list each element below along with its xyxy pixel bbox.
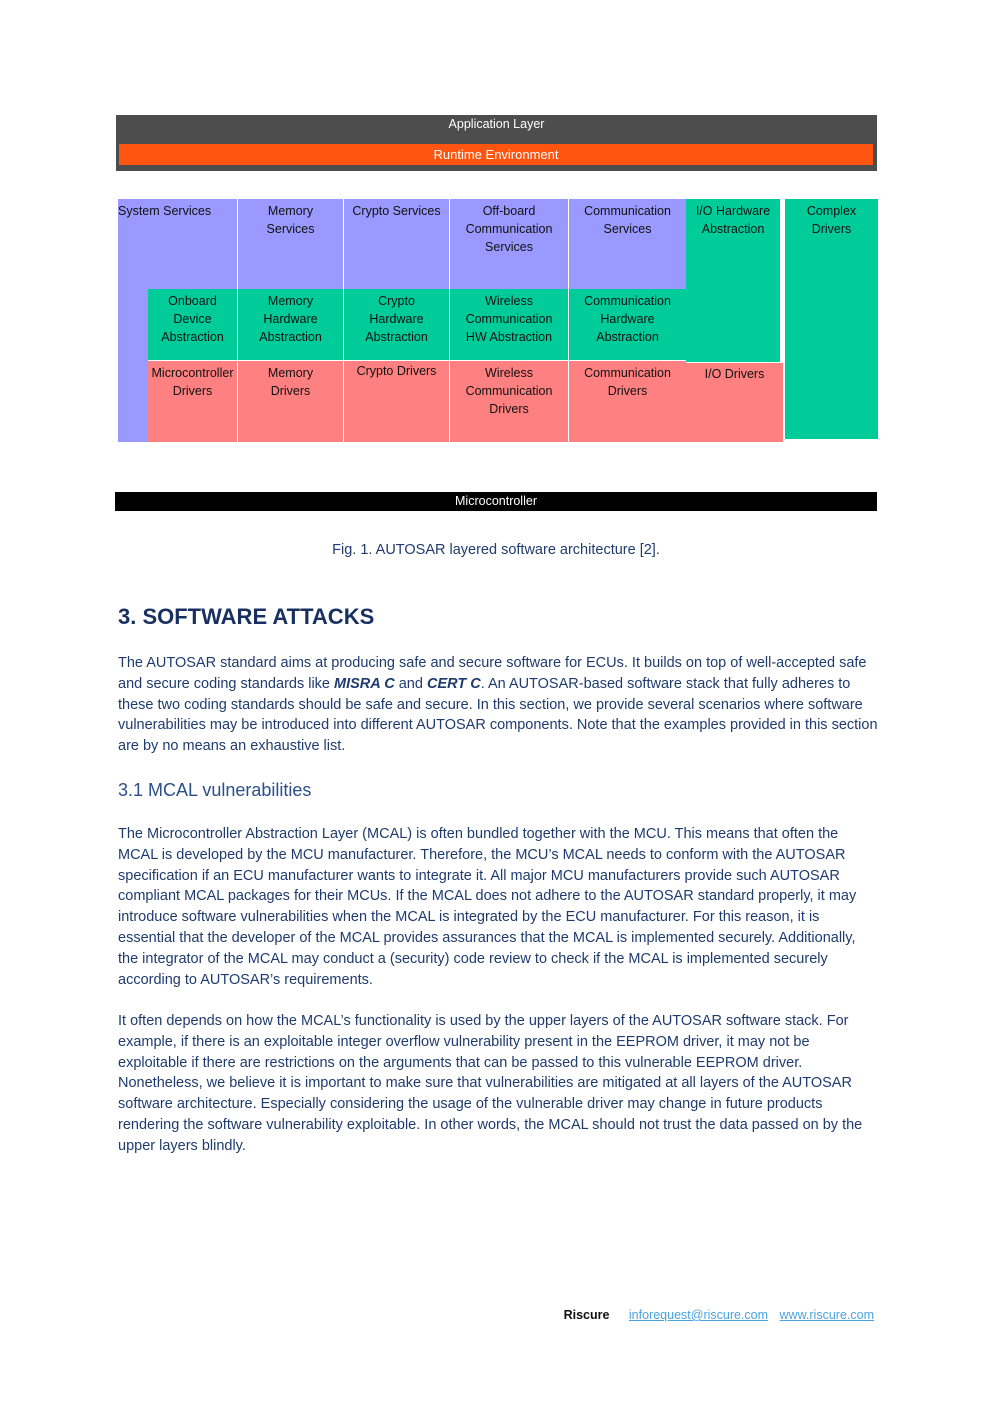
comm-hw-label-3: Abstraction bbox=[596, 330, 659, 344]
wireless-drivers-label-1: Wireless bbox=[485, 366, 533, 380]
onboard-label-3: Abstraction bbox=[161, 330, 224, 344]
crypto-hw-label-1: Crypto bbox=[378, 294, 415, 308]
microcontroller-block bbox=[115, 492, 877, 511]
wireless-hw-abstraction-block bbox=[450, 289, 568, 360]
io-hw-label-1: I/O Hardware bbox=[695, 204, 771, 218]
system-services-label: System Services bbox=[118, 204, 212, 218]
memory-hw-label-1: Memory bbox=[267, 294, 314, 308]
comm-hw-label-1: Communication bbox=[584, 294, 671, 308]
mcal-paragraph-2: It often depends on how the MCAL’s functionality is used by the upper layers of the AUTOSAR software stack. For example, if there is an exploitable integer overflow vulnerability present in the EEPROM driver, it may not be exploitable if there are restrictions on the arguments that can be passed to this vulnerable EEPROM driver. Nonetheless, we believe it is important to make sure that vulnerabilities are mitigated at all layers of the AUTOSAR software architecture. Especially considering the usage of the vulnerable driver may change in future products rendering the software vulnerability exploitable. In other words, the MCAL should not trust the data passed on by the upper layers blindly. bbox=[118, 1013, 863, 1154]
mcu-drivers-label-1: Microcontroller bbox=[151, 366, 234, 380]
crypto-drivers-label: Crypto Drivers bbox=[356, 364, 437, 378]
intro-paragraph bbox=[118, 653, 878, 757]
footer-website-link[interactable]: www.riscure.com bbox=[779, 1308, 874, 1322]
mcu-drivers-label-2: Drivers bbox=[172, 384, 213, 398]
complex-drivers-label-1: Complex bbox=[806, 204, 857, 218]
mcal-paragraph-1: The Microcontroller Abstraction Layer (MCAL) is often bundled together with the MCU. This means that often the MCAL is developed by the MCU manufacturer. Therefore, the MCU’s MCAL needs to conform with the AUTOSAR specification if an ECU manufacturer wants to integrate it. All major MCU manufacturers provide such AUTOSAR compliant MCAL packages for their MCUs. If the MCAL does not adhere to the AUTOSAR standard properly, it may introduce software vulnerabilities when the MCAL is integrated by the ECU manufacturer. For this reason, it is essential that the developer of the MCAL provides assurances that the MCAL is implemented securely. Additionally, the integrator of the MCAL may conduct a (security) code review to check if the MCAL is implemented securely according to AUTOSAR’s requirements. bbox=[118, 826, 857, 988]
onboard-label-2: Device bbox=[173, 312, 212, 326]
memory-services-block bbox=[238, 199, 343, 289]
crypto-hw-label-2: Hardware bbox=[369, 312, 424, 326]
memory-hw-label-3: Abstraction bbox=[259, 330, 322, 344]
memory-hw-label-2: Hardware bbox=[263, 312, 318, 326]
communication-services-label-2: Services bbox=[603, 222, 652, 236]
comm-drivers-label-2: Drivers bbox=[607, 384, 648, 398]
onboard-device-abstraction-block bbox=[148, 289, 237, 360]
communication-services-label-1: Communication bbox=[584, 204, 671, 218]
io-drivers-label: I/O Drivers bbox=[704, 367, 765, 381]
io-drivers-block bbox=[686, 363, 783, 442]
crypto-hw-label-3: Abstraction bbox=[365, 330, 428, 344]
offboard-services-label-3: Services bbox=[485, 240, 533, 254]
application-layer-block bbox=[116, 115, 877, 171]
wireless-hw-label-2: Communication bbox=[465, 312, 553, 326]
microcontroller-label: Microcontroller bbox=[455, 494, 537, 508]
subsection-heading: 3.1 MCAL vulnerabilities bbox=[118, 780, 312, 800]
communication-drivers-block bbox=[569, 361, 686, 442]
intro-text-b: . An AUTOSAR-based software stack that fully adheres to these two coding standards should be safe and secure. In this section, we provide several scenarios where software vulnerabilities may be introduced into different AUTOSAR components. Note that the examples provided in this section are by no means an exhaustive list. bbox=[118, 675, 878, 755]
section-heading: 3. SOFTWARE ATTACKS bbox=[118, 604, 375, 629]
wireless-drivers-label-3: Drivers bbox=[489, 402, 529, 416]
complex-drivers-block bbox=[785, 199, 878, 439]
microcontroller-drivers-block bbox=[148, 361, 237, 442]
io-hardware-abstraction-block bbox=[686, 199, 780, 362]
communication-hardware-abstraction-block bbox=[569, 289, 686, 360]
memory-services-label-2: Services bbox=[266, 222, 315, 236]
comm-drivers-label-1: Communication bbox=[584, 366, 671, 380]
offboard-communication-services-block bbox=[450, 199, 568, 289]
offboard-services-label-1: Off-board bbox=[482, 204, 536, 218]
memory-hardware-abstraction-block bbox=[238, 289, 343, 360]
crypto-services-label: Crypto Services bbox=[352, 204, 441, 218]
page-footer bbox=[564, 1308, 874, 1322]
runtime-environment-block bbox=[119, 144, 873, 165]
system-services-top bbox=[118, 199, 237, 289]
figure-caption: Fig. 1. AUTOSAR layered software architecture [2]. bbox=[332, 542, 660, 558]
wireless-communication-drivers-block bbox=[450, 361, 568, 442]
memory-drivers-block bbox=[238, 361, 343, 442]
misra-c-term: MISRA C bbox=[334, 675, 395, 692]
comm-hw-label-2: Hardware bbox=[600, 312, 655, 326]
memory-drivers-label-2: Drivers bbox=[270, 384, 311, 398]
communication-services-block bbox=[569, 199, 686, 289]
onboard-label-1: Onboard bbox=[168, 294, 217, 308]
cert-c-term: CERT C bbox=[426, 675, 481, 692]
intro-text-a: The AUTOSAR standard aims at producing safe and secure software for ECUs. It builds on top of well-accepted safe and secure coding standards like bbox=[118, 655, 867, 692]
footer-brand: Riscure bbox=[563, 1308, 610, 1322]
io-hw-label-2: Abstraction bbox=[701, 222, 765, 236]
wireless-drivers-label-2: Communication bbox=[465, 384, 553, 398]
complex-drivers-label-2: Drivers bbox=[811, 222, 852, 236]
wireless-hw-label-1: Wireless bbox=[485, 294, 533, 308]
application-layer-label: Application Layer bbox=[448, 117, 545, 131]
intro-and: and bbox=[394, 675, 427, 692]
memory-drivers-label-1: Memory bbox=[267, 366, 314, 380]
wireless-hw-label-3: HW Abstraction bbox=[465, 330, 553, 344]
footer-email-link[interactable]: inforequest@riscure.com bbox=[628, 1308, 769, 1322]
crypto-services-block bbox=[344, 199, 449, 289]
crypto-drivers-block bbox=[344, 361, 449, 442]
crypto-hardware-abstraction-block bbox=[344, 289, 449, 360]
memory-services-label-1: Memory bbox=[267, 204, 314, 218]
offboard-services-label-2: Communication bbox=[465, 222, 553, 236]
runtime-environment-label: Runtime Environment bbox=[433, 147, 559, 162]
